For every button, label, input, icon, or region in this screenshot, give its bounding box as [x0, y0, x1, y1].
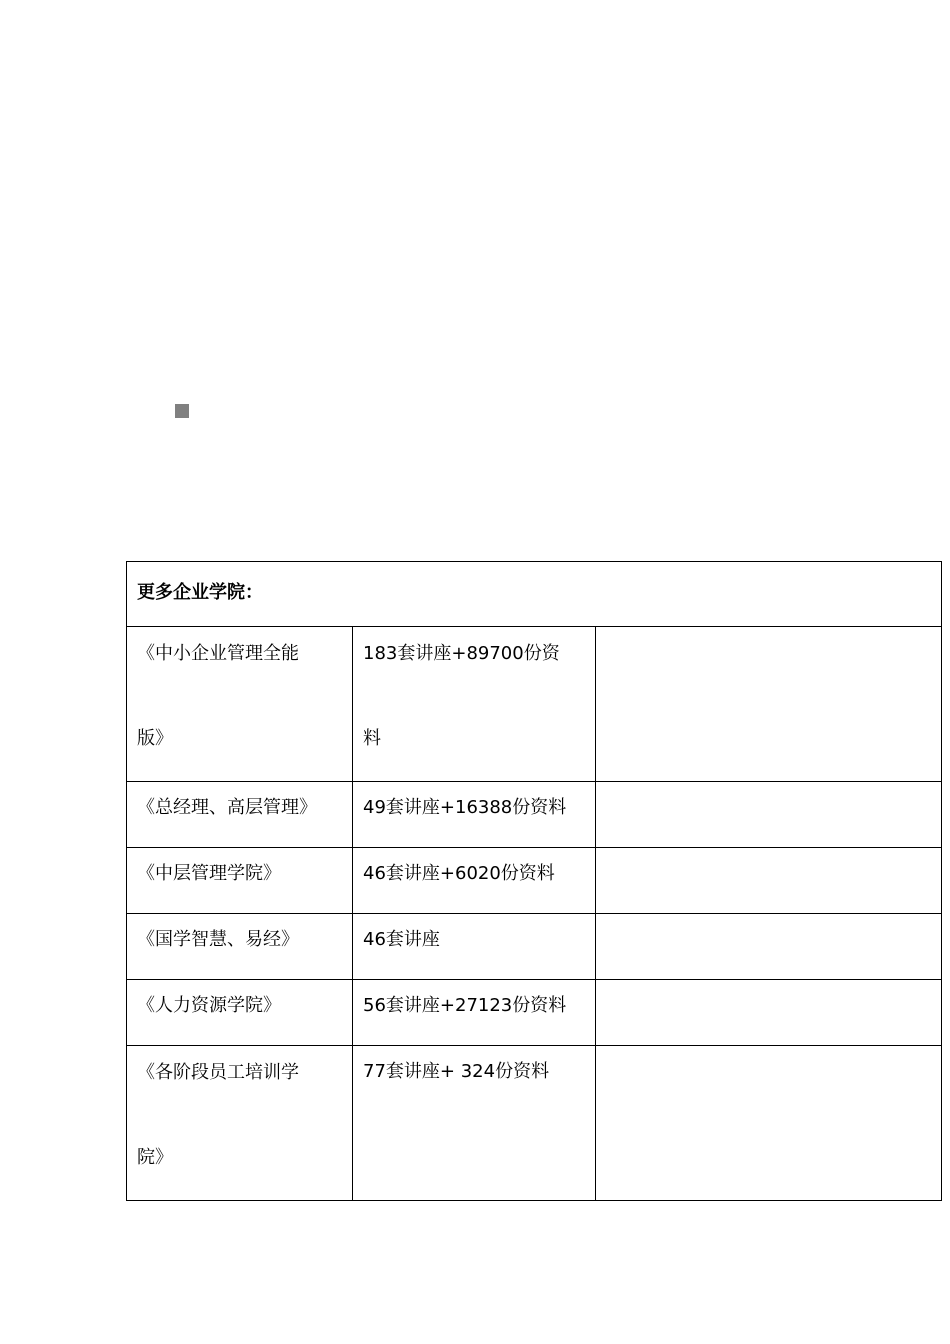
- course-detail: 46套讲座: [363, 929, 440, 950]
- course-detail-cell: [353, 980, 596, 1046]
- course-name-cell: [127, 627, 353, 782]
- course-name-cell: [127, 848, 353, 914]
- course-name-cell: [127, 914, 353, 980]
- course-name: 《中层管理学院》: [137, 863, 281, 884]
- table-row: [127, 782, 942, 848]
- course-name-cell: [127, 782, 353, 848]
- course-detail-cell: [353, 627, 596, 782]
- table-title: 更多企业学院：: [127, 562, 942, 627]
- course-name: 《人力资源学院》: [137, 995, 281, 1016]
- course-detail-cell: [353, 1046, 596, 1201]
- empty-cell: [596, 1046, 942, 1201]
- course-detail: 77套讲座+ 324份资料: [363, 1061, 550, 1082]
- course-detail-cell: [353, 848, 596, 914]
- course-detail: 49套讲座+16388份资料: [363, 797, 567, 818]
- empty-cell: [596, 848, 942, 914]
- course-name-line: 《各阶段员工培训学: [137, 1062, 299, 1083]
- course-detail: 46套讲座+6020份资料: [363, 863, 555, 884]
- course-name: 《国学智慧、易经》: [137, 929, 299, 950]
- course-name: 《总经理、高层管理》: [137, 797, 317, 818]
- empty-cell: [596, 914, 942, 980]
- course-name-line: 《中小企业管理全能: [137, 643, 299, 664]
- course-name-cell: [127, 1046, 353, 1201]
- empty-cell: [596, 627, 942, 782]
- empty-cell: [596, 782, 942, 848]
- table-row: [127, 627, 942, 782]
- course-detail-cell: [353, 782, 596, 848]
- course-detail-line: 183套讲座+89700份资: [363, 643, 560, 664]
- course-detail-cell: [353, 914, 596, 980]
- course-detail: 56套讲座+27123份资料: [363, 995, 567, 1016]
- table-row: [127, 914, 942, 980]
- course-name-line: 院》: [137, 1147, 173, 1168]
- empty-cell: [596, 980, 942, 1046]
- table-row: [127, 848, 942, 914]
- course-name-line: 版》: [137, 728, 173, 749]
- course-detail-line: 料: [363, 728, 381, 749]
- table-row: [127, 1046, 942, 1201]
- bullet-square-icon: [175, 404, 189, 418]
- more-academies-table: [126, 561, 942, 1201]
